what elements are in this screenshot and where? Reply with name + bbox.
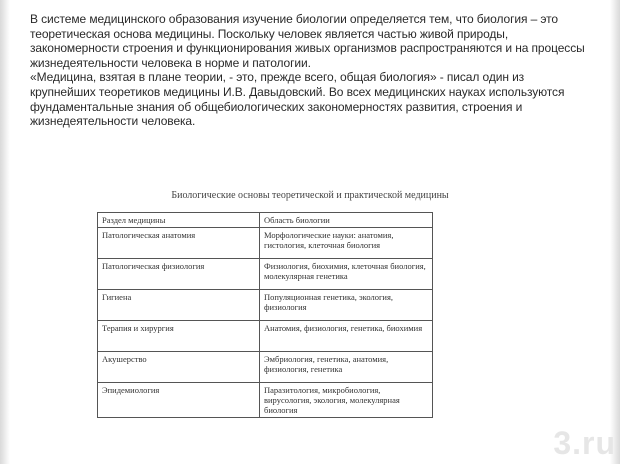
cell-biology: Физиология, биохимия, клеточная биология, молекулярная генетика (260, 259, 433, 290)
cell-section: Патологическая анатомия (98, 228, 260, 259)
header-medicine-section: Раздел медицины (98, 213, 260, 228)
table-row (98, 259, 433, 290)
slide-text (30, 12, 590, 129)
biology-table (97, 212, 433, 418)
cell-section: Эпидемиология (98, 383, 260, 418)
cell-section: Гигиена (98, 290, 260, 321)
table-caption: Биологические основы теоретической и практической медицины (171, 190, 449, 201)
table-row (98, 383, 433, 418)
cell-biology: Популяционная генетика, экология, физиология (260, 290, 433, 321)
table-header-row (98, 213, 433, 228)
cell-biology: Паразитология, микробиология, вирусология, экология, молекулярная биология (260, 383, 433, 418)
paragraph-1: В системе медицинского образования изучение биологии определяется тем, что биология – это теоретическая основа медицины. Поскольку человек является частью живой природы, закономерности строения и функционирования живых организмов распространяются и на процессы жизнедеятельности человека в норме и патологии. (30, 12, 585, 70)
slide-shadow-left (0, 0, 10, 464)
table-row (98, 290, 433, 321)
cell-section: Патологическая физиология (98, 259, 260, 290)
table-row (98, 352, 433, 383)
table-row (98, 321, 433, 352)
table-row (98, 228, 433, 259)
cell-biology: Эмбриология, генетика, анатомия, физиология, генетика (260, 352, 433, 383)
cell-section: Акушерство (98, 352, 260, 383)
header-biology-area: Область биологии (260, 213, 433, 228)
cell-section: Терапия и хирургия (98, 321, 260, 352)
paragraph-2: «Медицина, взятая в плане теории, - это, прежде всего, общая биология» - писал один из крупнейших теоретиков медицины И.В. Давыдовский. Во всех медицинских науках используются фундаментальные знания об общебиологических закономерностях развития, строения и жизнедеятельности человека. (30, 70, 565, 129)
slide-shadow-right (610, 0, 620, 464)
cell-biology: Анатомия, физиология, генетика, биохимия (260, 321, 433, 352)
cell-biology: Морфологические науки: анатомия, гистология, клеточная биология (260, 228, 433, 259)
watermark: 3.ru (553, 425, 616, 461)
